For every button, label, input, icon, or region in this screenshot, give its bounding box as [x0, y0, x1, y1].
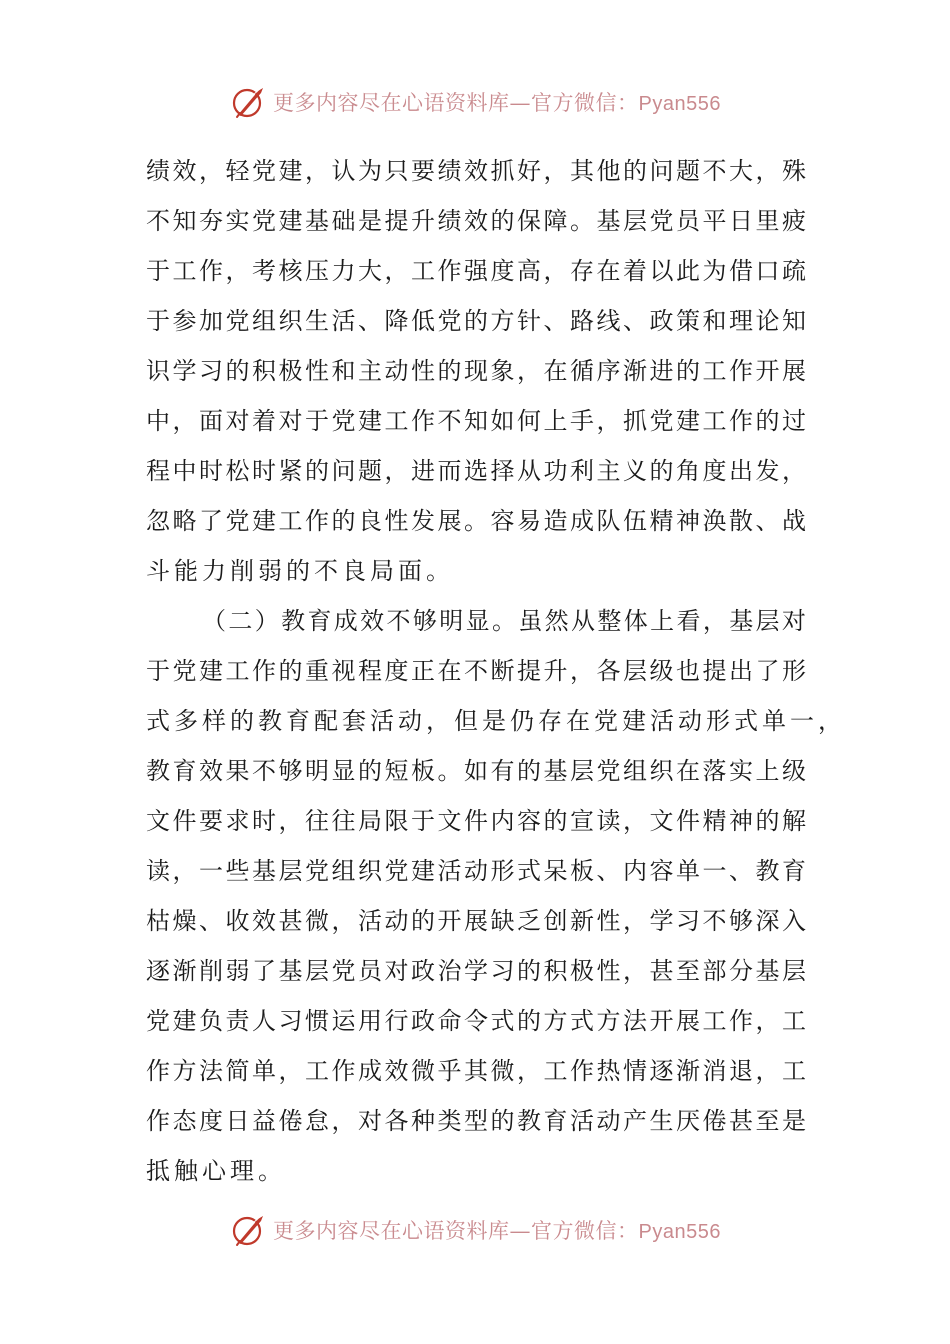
paragraph-line: 于 党 建 工 作 的 重 视 程 度 正 在 不 断 提 升 ， 各 层 级 也 提 出 了 形: [146, 657, 806, 685]
paragraph-line: 枯 燥 、 收 效 甚 微 ， 活 动 的 开 展 缺 乏 创 新 性 ， 学 习 不 够 深 入: [146, 907, 806, 935]
paragraph-line: 作 方 法 简 单 ， 工 作 成 效 微 乎 其 微 ， 工 作 热 情 逐 渐 消 退 ， 工: [146, 1057, 806, 1085]
header-watermark: [0, 80, 950, 124]
quill-pen-logo-icon: [229, 82, 269, 122]
paragraph-line: 抵触心理。: [146, 1157, 286, 1185]
paragraph-line: 斗能力削弱的不良局面。: [146, 557, 454, 585]
paragraph-line: 教 育 效 果 不 够 明 显 的 短 板 。 如 有 的 基 层 党 组 织 在 落 实 上 级: [146, 757, 806, 785]
paragraph-line: 读 ， 一 些 基 层 党 组 织 党 建 活 动 形 式 呆 板 、 内 容 单 一 、 教 育: [146, 857, 806, 885]
paragraph-line: 绩 效 ， 轻 党 建 ， 认 为 只 要 绩 效 抓 好 ， 其 他 的 问 题 不 大 ， 殊: [146, 157, 806, 185]
paragraph-line: 作 态 度 日 益 倦 怠 ， 对 各 种 类 型 的 教 育 活 动 产 生 厌 倦 甚 至 是: [146, 1107, 806, 1135]
watermark-text: [273, 87, 721, 117]
paragraph-line: 识 学 习 的 积 极 性 和 主 动 性 的 现 象 ， 在 循 序 渐 进 的 工 作 开 展: [146, 357, 806, 385]
footer-watermark: [0, 1208, 950, 1252]
paragraph-line: 不 知 夯 实 党 建 基 础 是 提 升 绩 效 的 保 障 。 基 层 党 员 平 日 里 疲: [146, 207, 806, 235]
paragraph-line: 忽 略 了 党 建 工 作 的 良 性 发 展 。 容 易 造 成 队 伍 精 神 涣 散 、 战: [146, 507, 806, 535]
paragraph-line: 程 中 时 松 时 紧 的 问 题 ， 进 而 选 择 从 功 利 主 义 的 角 度 出 发 ，: [146, 457, 806, 485]
paragraph-line: 逐 渐 削 弱 了 基 层 党 员 对 政 治 学 习 的 积 极 性 ， 甚 至 部 分 基 层: [146, 957, 806, 985]
quill-pen-logo-icon: [229, 1210, 269, 1250]
paragraph-line: 于 参 加 党 组 织 生 活 、 降 低 党 的 方 针 、 路 线 、 政 策 和 理 论 知: [146, 307, 806, 335]
paragraph-line: 中 ， 面 对 着 对 于 党 建 工 作 不 知 如 何 上 手 ， 抓 党 建 工 作 的 过: [146, 407, 806, 435]
watermark-text-cn: 更多内容尽在心语资料库—官方微信：: [273, 91, 639, 115]
watermark-wechat-id: Pyan556: [638, 93, 721, 115]
paragraph-line: 于 工 作 ， 考 核 压 力 大 ， 工 作 强 度 高 ， 存 在 着 以 此 为 借 口 疏: [146, 257, 806, 285]
paragraph-line: 式多样的教育配套活动，但是仍存在党建活动形式单一，: [146, 707, 846, 735]
watermark-text-cn: 更多内容尽在心语资料库—官方微信：: [273, 1219, 639, 1243]
watermark-wechat-id: Pyan556: [638, 1221, 721, 1243]
paragraph-line: 文 件 要 求 时 ， 往 往 局 限 于 文 件 内 容 的 宣 读 ， 文 件 精 神 的 解: [146, 807, 806, 835]
watermark-text: [273, 1215, 721, 1245]
document-body: [146, 146, 846, 1196]
paragraph-line: 党 建 负 责 人 习 惯 运 用 行 政 命 令 式 的 方 式 方 法 开 展 工 作 ， 工: [146, 1007, 806, 1035]
paragraph-line: （ 二 ） 教 育 成 效 不 够 明 显 。 虽 然 从 整 体 上 看 ， 基 层 对: [202, 607, 806, 635]
